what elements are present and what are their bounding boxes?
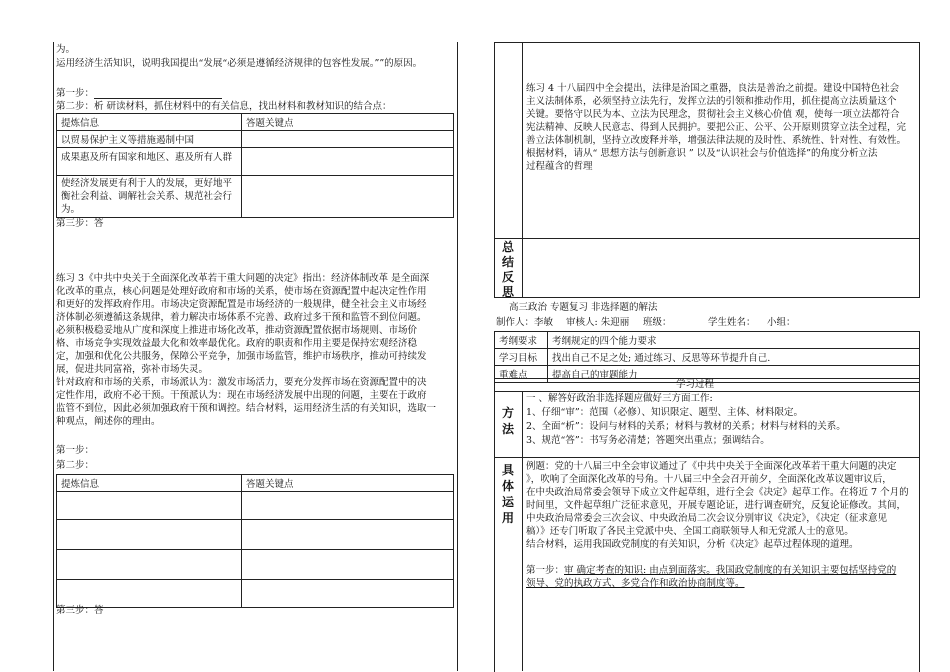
exercise-4-margin-line <box>522 42 523 297</box>
text-line: 为。 <box>56 44 76 55</box>
process-margin-line <box>522 391 523 671</box>
reviewer: 审核人: 朱迎丽 <box>566 317 630 328</box>
table-2-cell <box>57 492 242 520</box>
info-table <box>494 331 920 383</box>
step2b-label: 第二步： <box>56 460 95 471</box>
method-line: 2、全面“析”：设问与材料的关系；材料与教材的关系；材料与材料的关系。 <box>526 421 846 432</box>
exercise-3-line: 和更好的发挥政府作用。市场决定资源配置是市场经济的一般规律，健全社会主义市场经 <box>56 299 427 310</box>
table-2-cell <box>242 580 454 608</box>
table-2-header: 答题关键点 <box>242 475 454 492</box>
exercise-4-line: 主义法制体系，必须坚持立法先行，发挥立法的引领和推动作用，抓住提高立法质量这个 <box>526 96 897 107</box>
table-2 <box>56 474 454 608</box>
table-2-cell <box>242 492 454 520</box>
step3b-label: 第三步：答 <box>56 605 104 616</box>
apply-line: 结合材料，运用我国政党制度的有关知识，分析《决定》起草过程体现的道理。 <box>526 539 859 550</box>
table-1-key-cell <box>242 148 454 176</box>
exercise-3-line: 济体制必须遵循这条规律，着力解决市场体系不完善、政府过多干预和监管不到位问题。 <box>56 312 427 323</box>
exercise-3-line: 针对政府和市场的关系，市场派认为：激发市场活力，要充分发挥市场在资源配置中的决 <box>56 377 427 388</box>
exercise-3-line: 定，加强和优化公共服务，保障公平竞争，加强市场监管，维护市场秩序，推动可持续发 <box>56 351 427 362</box>
info-label: 学习目标 <box>495 349 548 366</box>
apply-char: 运 <box>501 495 514 509</box>
exercise-4-line: 关键。要恪守以民为本、立法为民理念，贯彻社会主义核心价值 观，使每一项立法都符合 <box>526 109 900 120</box>
info-value: 找出自己不足之处; 通过练习、反思等环节提升自己. <box>548 349 920 366</box>
exercise-3-line: 化改革的重点，核心问题是处理好政府和市场的关系，使市场在资源配置中起决定性作用 <box>56 286 427 297</box>
apply-line: 时间里，文件起草组广泛征求意见，开展专题论证，进行调查研究，反复论证修改。其间， <box>526 500 907 511</box>
exercise-4-line: 根据材料，请从“ 思想方法与创新意识 ” 以及“认识社会与价值选择”的角度分析立法 <box>526 148 878 159</box>
class-label: 班级： <box>643 317 672 328</box>
left-margin-line <box>53 42 54 671</box>
left-right-border <box>457 42 458 671</box>
exercise-4-line: 宪法精神、反映人民意志、得到人民拥护。要把公正、公平、公开原则贯穿立法全过程，完 <box>526 122 907 133</box>
apply-step1-line <box>526 564 896 577</box>
exercise-3-line: 种观点，阐述你的理由。 <box>56 416 161 427</box>
apply-line: 例题：党的十八届三中全会审议通过了《中共中央关于全面深化改革若干重大问题的决定 <box>526 461 897 472</box>
apply-char: 具 <box>501 463 514 477</box>
apply-step1-line: 领导、党的执政方式、多党合作和政治协商制度等。 <box>526 578 745 589</box>
exercise-4-line: 练习 4 十八届四中全会提出，法律是治国之重器，良法是善治之前提。建设中国特色社会 <box>526 83 900 94</box>
page-title: 高三政治 专题复习 非选择题的解法 <box>509 302 658 313</box>
exercise-3-line: 必须积极稳妥地从广度和深度上推进市场化改革，推动资源配置依据市场规则、市场价 <box>56 325 418 336</box>
apply-line: 稿）》还专门听取了各民主党派中央、全国工商联领导人和无党派人士的意见。 <box>526 526 854 537</box>
info-label: 考纲要求 <box>495 332 548 349</box>
step1b-label: 第一步： <box>56 445 95 456</box>
process-title: 学习过程 <box>676 379 715 390</box>
apply-line: 》，吹响了全面深化改革的号角。十八届三中全会召开前夕，全面深化改革议题审议后， <box>526 474 892 485</box>
exercise-3-line: 练习 3《中共中央关于全面深化改革若干重大问题的决定》指出：经济体制改革 是全面深 <box>56 273 430 284</box>
step3-label: 第三步：答 <box>56 218 104 229</box>
exercise-4-line: 善立法体制机制，坚持立改废释并举，增强法律法规的及时性、系统性、针对性、有效性。 <box>526 135 907 146</box>
summary-char: 反 <box>501 270 514 284</box>
apply-line: 在中央政治局常委会领导下成立文件起草组，进行全会《决定》起草工作。在将近 7 个月的 <box>526 487 909 498</box>
apply-step1-label: 第一步： <box>526 565 565 576</box>
exercise-3-line: 监管不到位，因此必须加强政府干预和调控。结合材料，运用经济生活的有关知识，选取一 <box>56 403 437 414</box>
question-1: 运用经济生活知识，说明我国提出“发展“必须是遵循经济规律的包容性发展。””的原因。 <box>56 58 423 69</box>
answer-blank <box>94 89 222 99</box>
method-char: 法 <box>501 422 514 436</box>
exercise-4-line: 过程蕴含的哲理 <box>526 161 593 172</box>
table-2-cell <box>242 520 454 550</box>
summary-label <box>496 240 520 300</box>
table-1-header: 答题关键点 <box>242 114 454 131</box>
apply-char: 用 <box>501 511 514 525</box>
method-line: 一 、解答好政治非选择题应做好三方面工作: <box>526 393 713 404</box>
summary-char: 思 <box>501 285 514 299</box>
group-label: 小组： <box>767 317 796 328</box>
table-1-cell: 成果惠及所有国家和地区、惠及所有人群 <box>57 148 242 176</box>
method-line: 3、规范“答”：书写务必清楚；答题突出重点；强调结合。 <box>526 435 770 446</box>
step1-line: 第一步： <box>56 87 222 100</box>
table-1 <box>56 113 454 218</box>
info-label: 重难点 <box>495 366 548 383</box>
table-1-key-cell <box>242 176 454 218</box>
exercise-3-line: 定性作用，政府不必干预。干预派认为：现在市场经济发展中出现的问题，主要在于政府 <box>56 390 427 401</box>
table-2-cell <box>57 550 242 580</box>
summary-char: 结 <box>501 255 514 269</box>
method-label <box>496 405 520 437</box>
exercise-3-line: 展，促进共同富裕，弥补市场失灵。 <box>56 364 209 375</box>
apply-line: 中央政治局常委会三次会议、中央政治局二次会议分别审议《决定》，《决定（征求意见 <box>526 513 888 524</box>
table-1-cell: 使经济发展更有利于人的发展，更好地平衡社会利益、调解社会关系、规范社会行为。 <box>57 176 242 218</box>
method-divider <box>494 457 919 458</box>
exercise-3-line: 格、市场竞争实现效益最大化和效率最优化。政府的职责和作用主要是保持宏观经济稳 <box>56 338 418 349</box>
method-char: 方 <box>501 406 514 420</box>
step2-text: 第二步：析 研读材料，抓住材料中的有关信息，找出材料和教材知识的结合点： <box>56 101 392 112</box>
student-label: 学生姓名： <box>708 317 756 328</box>
method-line: 1、仔细“审”：范围（必修）、知识限定、题型、主体、材料限定。 <box>526 407 804 418</box>
info-value: 提高自己的审题能力 <box>548 366 920 383</box>
maker: 制作人：李敏 <box>496 317 554 328</box>
info-value: 考纲规定的四个能力要求 <box>548 332 920 349</box>
table-1-key-cell <box>242 131 454 148</box>
table-1-header: 提炼信息 <box>57 114 242 131</box>
table-2-cell <box>242 550 454 580</box>
table-2-cell <box>57 520 242 550</box>
apply-char: 体 <box>501 479 514 493</box>
table-2-header: 提炼信息 <box>57 475 242 492</box>
apply-label <box>496 462 520 526</box>
table-1-cell: 以贸易保护主义等措施遏制中国 <box>57 131 242 148</box>
summary-char: 总 <box>501 240 514 254</box>
apply-step1-text: 审 确定考查的知识: 由点到面落实。我国政党制度的有关知识主要包括坚持党的 <box>564 565 897 576</box>
summary-divider <box>494 238 919 239</box>
